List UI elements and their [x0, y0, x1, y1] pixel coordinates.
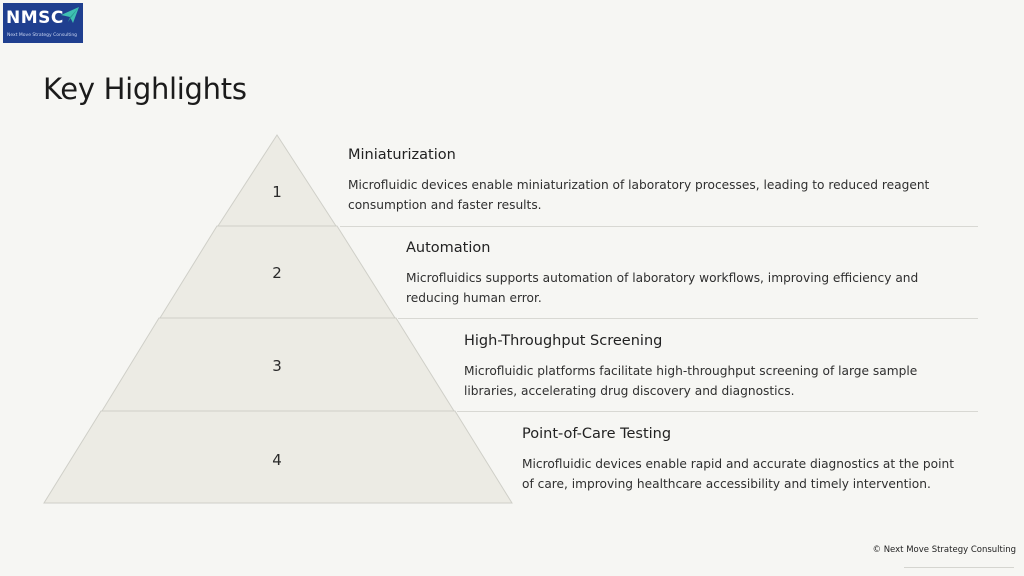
highlight-item-4: [522, 426, 962, 494]
highlight-item-2: [406, 240, 966, 308]
logo-subtitle: Next Move Strategy Consulting: [7, 33, 78, 38]
separator-line: [457, 411, 978, 412]
highlight-description: Microfluidic platforms facilitate high-throughput screening of large sample libraries, accelerating drug discovery and diagnostics.: [464, 364, 918, 398]
highlight-description: Microfluidic devices enable rapid and accurate diagnostics at the point of care, improving healthcare accessibility and timely intervention.: [522, 457, 954, 491]
copyright-text: © Next Move Strategy Consulting: [872, 545, 1016, 555]
slide-title: Key Highlights: [43, 72, 247, 106]
highlight-description: Microfluidics supports automation of laboratory workflows, improving efficiency and reducing human error.: [406, 271, 919, 305]
highlight-description: Microfluidic devices enable miniaturization of laboratory processes, leading to reduced reagent consumption and faster results.: [348, 178, 930, 212]
pyramid-tier-1: [218, 135, 336, 226]
highlight-title: Point-of-Care Testing: [522, 426, 672, 442]
highlight-title: Automation: [406, 240, 491, 256]
highlight-title: High-Throughput Screening: [464, 333, 663, 349]
tier-number-3: 3: [272, 357, 282, 375]
tier-number-4: 4: [272, 451, 282, 469]
separator-line: [398, 318, 978, 319]
tier-number-1: 1: [272, 183, 282, 201]
tier-number-2: 2: [272, 264, 282, 282]
highlight-item-1: [348, 147, 968, 215]
separator-line: [340, 226, 978, 227]
highlight-title: Miniaturization: [348, 147, 456, 163]
footer-divider: [904, 567, 1014, 568]
highlight-item-3: [464, 333, 964, 401]
logo-text: NMSC: [6, 8, 64, 28]
